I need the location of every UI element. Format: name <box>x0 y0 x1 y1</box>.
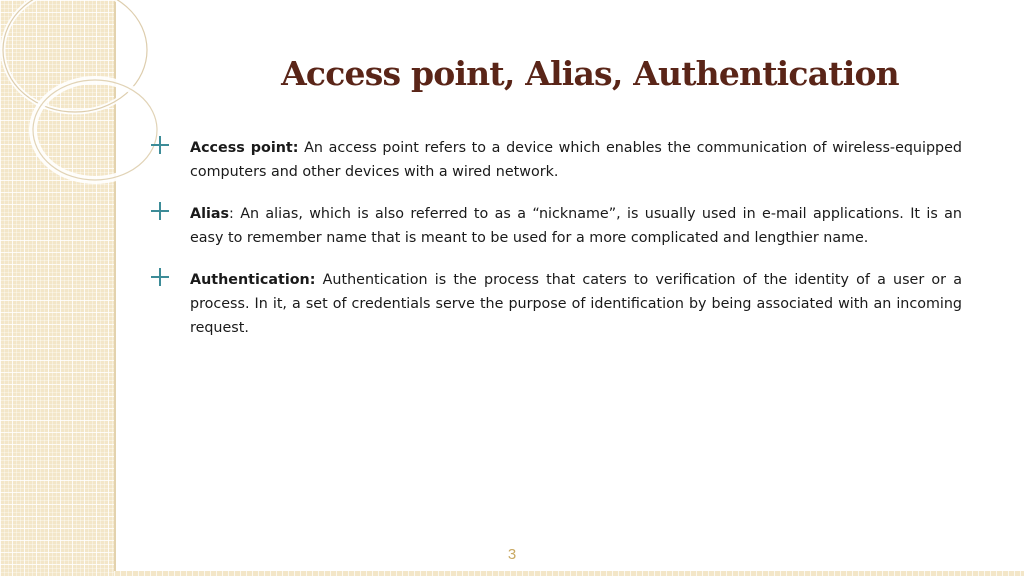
bullet-term: Access point: <box>190 140 299 156</box>
bullet-description: Authentication is the process that caters to verification of the identity of a user or a process. In it, a set of credentials serve the purpose of identification by being associated with an incoming request. <box>190 272 962 336</box>
bullet-description: : An alias, which is also referred to as a “nickname”, is usually used in e-mail applications. It is an easy to remember name that is meant to be used for a more complicated and lengthier name. <box>190 206 962 246</box>
bullet-list <box>150 136 962 358</box>
bullet-text <box>190 136 962 184</box>
bullet-description: An access point refers to a device which enables the communication of wireless-equipped computers and other devices with a wired network. <box>190 140 962 180</box>
decorative-bottom-band <box>114 571 1024 576</box>
bullet-item-authentication <box>150 268 962 340</box>
bullet-item-access-point <box>150 136 962 184</box>
plus-icon <box>150 267 170 287</box>
bullet-item-alias <box>150 202 962 250</box>
page-number: 3 <box>507 546 517 563</box>
plus-icon <box>150 201 170 221</box>
slide-title: Access point, Alias, Authentication <box>281 54 899 93</box>
plus-icon <box>150 135 170 155</box>
bullet-term: Alias <box>190 206 230 222</box>
bullet-text <box>190 268 962 340</box>
bullet-term: Authentication: <box>190 272 316 288</box>
bullet-text <box>190 202 962 250</box>
